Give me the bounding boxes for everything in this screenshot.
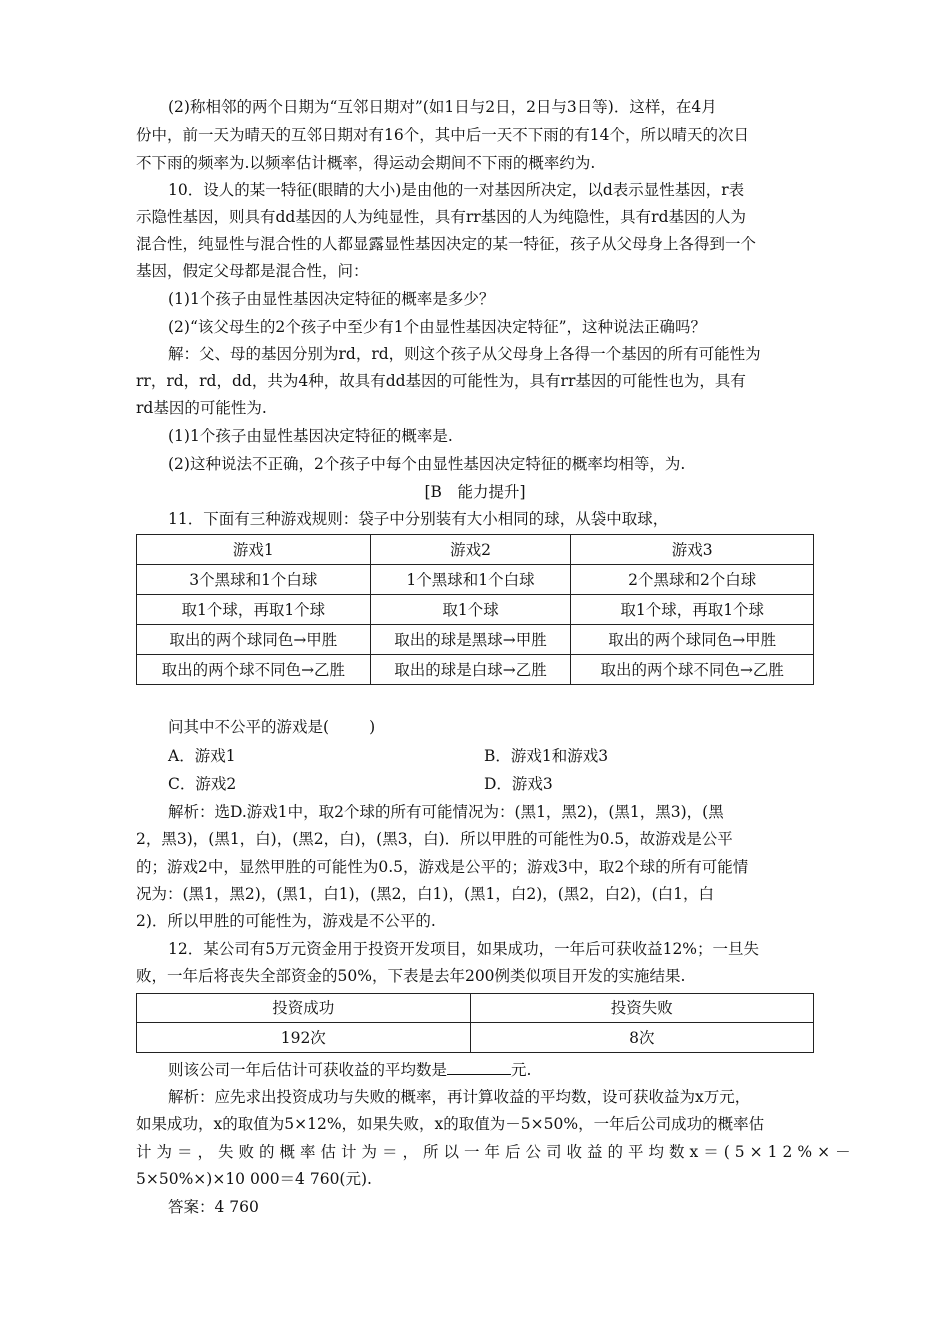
question-11: 11．下面有三种游戏规则：袋子中分别装有大小相同的球，从袋中取球， bbox=[168, 510, 669, 528]
table-cell: 取出的两个球不同色→乙胜 bbox=[571, 655, 814, 685]
text-span: 计为＝，失败的概率估计为＝，所以一年后公司收益的平均数x＝(5×12%×－ bbox=[136, 1143, 856, 1161]
table-cell: 取出的两个球同色→甲胜 bbox=[571, 625, 814, 655]
table-header-cell: 游戏1 bbox=[137, 535, 371, 565]
table-cell: 2个黑球和2个白球 bbox=[571, 565, 814, 595]
table-header-cell: 投资失败 bbox=[470, 994, 813, 1023]
question-10-part-2: (2)“该父母生的2个孩子中至少有1个由显性基因决定特征”，这种说法正确吗？ bbox=[168, 318, 707, 336]
text-line: 况为：(黑1，黑2)，(黑1，白1)，(黑2，白1)，(黑1，白2)，(黑2，白2)，(白1，白 bbox=[136, 885, 714, 903]
question-10-part-1: (1)1个孩子由显性基因决定特征的概率是多少？ bbox=[168, 290, 495, 308]
text-line: 混合性，纯显性与混合性的人都显露显性基因决定的某一特征，孩子从父母身上各得到一个 bbox=[136, 235, 757, 253]
text-line: rd基因的可能性为. bbox=[136, 399, 267, 417]
text-line: rr，rd，rd，dd，共为4种，故具有dd基因的可能性为，具有rr基因的可能性也为，具有 bbox=[136, 372, 746, 390]
table-cell: 8次 bbox=[470, 1023, 813, 1053]
table-cell: 192次 bbox=[137, 1023, 471, 1053]
text-line: 示隐性基因，则具有dd基因的人为纯显性，具有rr基因的人为纯隐性，具有rd基因的人为 bbox=[136, 208, 746, 226]
table-cell: 取1个球，再取1个球 bbox=[137, 595, 371, 625]
text-line: 2)．所以甲胜的可能性为，游戏是不公平的. bbox=[136, 912, 436, 930]
text-line: 如果成功，x的取值为5×12%，如果失败，x的取值为－5×50%，一年后公司成功的概率估 bbox=[136, 1115, 765, 1133]
option-c: C．游戏2 bbox=[168, 775, 237, 793]
question-12-ask bbox=[168, 1058, 531, 1081]
question-11-ask bbox=[168, 716, 375, 738]
games-table bbox=[136, 534, 814, 685]
table-cell: 取1个球，再取1个球 bbox=[571, 595, 814, 625]
text-line bbox=[136, 124, 814, 146]
solution-10-part-2: (2)这种说法不正确，2个孩子中每个由显性基因决定特征的概率均相等，为. bbox=[168, 455, 686, 473]
table-cell: 3个黑球和1个白球 bbox=[137, 565, 371, 595]
table-cell: 取1个球 bbox=[370, 595, 571, 625]
text-line: 不下雨的频率为.以频率估计概率，得运动会期间不下雨的概率约为. bbox=[136, 154, 596, 172]
solution-10-part-1: (1)1个孩子由显性基因决定特征的概率是. bbox=[168, 427, 453, 445]
section-heading: [B 能力提升] bbox=[424, 483, 526, 501]
text-line: 5×50%×)×10 000＝4 760(元). bbox=[136, 1170, 372, 1188]
table-row bbox=[137, 1023, 814, 1053]
table-cell: 1个黑球和1个白球 bbox=[370, 565, 571, 595]
table-cell: 取出的球是白球→乙胜 bbox=[370, 655, 571, 685]
table-cell: 取出的球是黑球→甲胜 bbox=[370, 625, 571, 655]
text-line: 2，黑3)，(黑1，白)，(黑2，白)，(黑3，白)．所以甲胜的可能性为0.5，故游戏是公平 bbox=[136, 830, 733, 848]
investment-table bbox=[136, 993, 814, 1053]
answer-blank bbox=[447, 1058, 511, 1075]
table-row bbox=[137, 625, 814, 655]
solution-10: 解：父、母的基因分别为rd，rd，则这个孩子从父母身上各得一个基因的所有可能性为 bbox=[168, 345, 761, 363]
text-line bbox=[136, 1141, 856, 1163]
text-line: (2)称相邻的两个日期为“互邻日期对”(如1日与2日，2日与3日等)．这样，在4月 bbox=[168, 98, 717, 116]
question-12: 12．某公司有5万元资金用于投资开发项目，如果成功，一年后可获收益12%；一旦失 bbox=[168, 940, 760, 958]
answer-line: 答案：4 760 bbox=[168, 1198, 259, 1216]
solution-12: 解析：应先求出投资成功与失败的概率，再计算收益的平均数，设可获收益为x万元， bbox=[168, 1088, 751, 1106]
text-line: 基因，假定父母都是混合性，问： bbox=[136, 262, 369, 280]
table-row bbox=[137, 655, 814, 685]
table-cell: 取出的两个球不同色→乙胜 bbox=[137, 655, 371, 685]
text-line: 的；游戏2中，显然甲胜的可能性为0.5，游戏是公平的；游戏3中，取2个球的所有可能情 bbox=[136, 858, 749, 876]
option-d: D．游戏3 bbox=[484, 775, 553, 793]
table-header-cell: 游戏3 bbox=[571, 535, 814, 565]
option-a: A．游戏1 bbox=[168, 747, 236, 765]
text-span: 份中，前一天为晴天的互邻日期对有16个，其中后一天不下雨的有14个，所以晴天的次日 bbox=[136, 126, 749, 144]
solution-11: 解析：选D.游戏1中，取2个球的所有可能情况为：(黑1，黑2)，(黑1，黑3)，(黑 bbox=[168, 803, 724, 821]
table-header-cell: 投资成功 bbox=[137, 994, 471, 1023]
question-10: 10．设人的某一特征(眼睛的大小)是由他的一对基因所决定，以d表示显性基因，r表 bbox=[168, 181, 745, 199]
question-12-ask-text: 则该公司一年后估计可获收益的平均数是 bbox=[168, 1061, 448, 1079]
table-header-cell: 游戏2 bbox=[370, 535, 571, 565]
text-line: 败，一年后将丧失全部资金的50%，下表是去年200例类似项目开发的实施结果. bbox=[136, 967, 686, 985]
question-11-ask-close: ) bbox=[369, 718, 376, 736]
question-11-ask-text: 问其中不公平的游戏是( bbox=[168, 718, 330, 736]
question-12-ask-unit: 元. bbox=[511, 1061, 532, 1079]
option-b: B．游戏1和游戏3 bbox=[484, 747, 609, 765]
table-header-row bbox=[137, 535, 814, 565]
table-row bbox=[137, 595, 814, 625]
table-header-row bbox=[137, 994, 814, 1023]
table-cell: 取出的两个球同色→甲胜 bbox=[137, 625, 371, 655]
table-row bbox=[137, 565, 814, 595]
